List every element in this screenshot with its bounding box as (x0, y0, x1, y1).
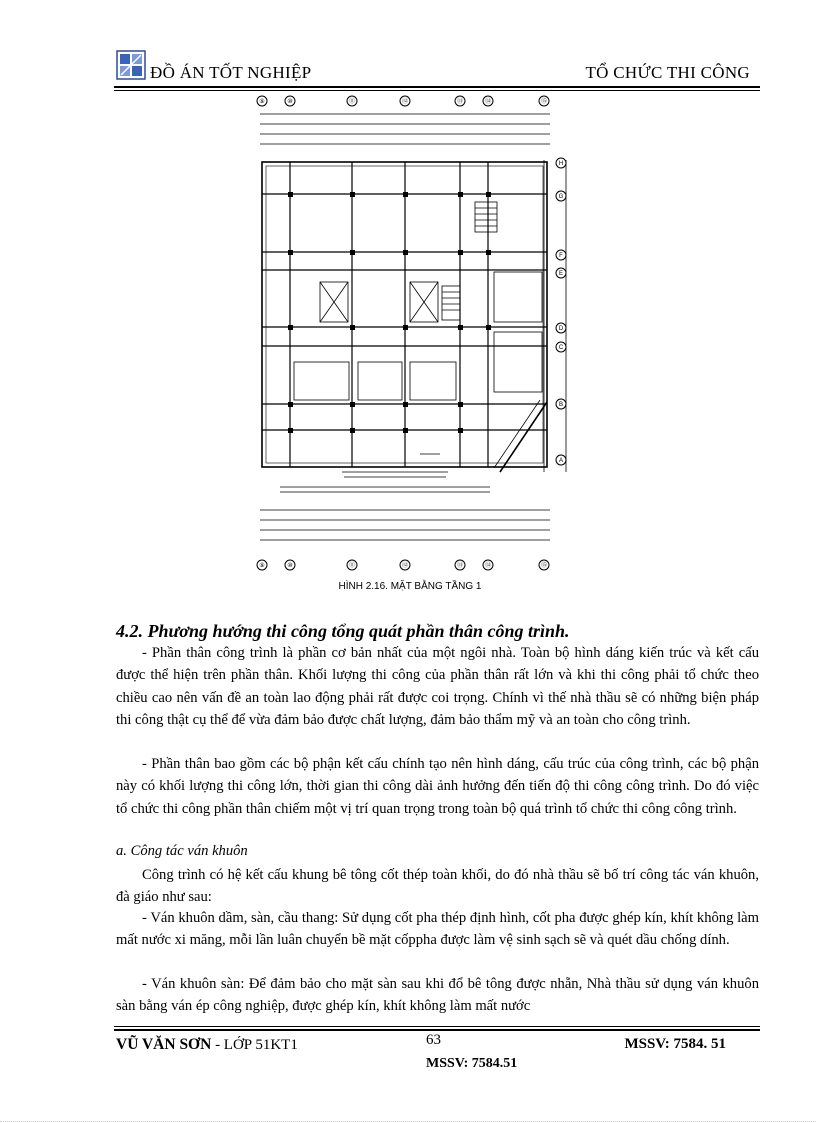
page-number: 63 (426, 1032, 441, 1048)
grid-label-top-1: ⑩ (287, 98, 293, 105)
header-rule (114, 86, 760, 88)
author-name: VŨ VĂN SƠN (116, 1036, 212, 1053)
grid-label-top-6: ⑮ (540, 98, 548, 105)
grid-label-bottom-5: ⑭ (484, 562, 492, 569)
grid-label-b: B (558, 402, 564, 408)
sub-heading: a. Công tác ván khuôn (116, 843, 248, 859)
figure-caption: HÌNH 2.16. MẶT BẰNG TẦNG 1 (338, 581, 482, 592)
paragraph: - Phần thân bao gồm các bộ phận kết cấu chính tạo nên hình dáng, cấu trúc của công trình, các bộ phận này có khối lượng thi công lớn, thời gian thi công dài ảnh hưởng đến tiến độ thi công công trình. Do đó việc tổ chức thi công phần thân chiếm một vị trí quan trọng trong toàn bộ quá trình tổ chức thi công công trình. (116, 756, 759, 817)
author-class: - LỚP 51KT1 (211, 1037, 298, 1053)
grid-label-top-2: ⑪ (348, 98, 356, 105)
grid-label-f: F (559, 253, 563, 259)
grid-label-d: D (558, 326, 564, 332)
paragraph: - Ván khuôn dầm, sàn, cầu thang: Sử dụng cốt pha thép định hình, cốt pha được ghép kín, khít không làm mất nước xi măng, mỗi lần luân chuyển bề mặt cốppha được làm vệ sinh sạch sẽ và quét dầu chống dính. (116, 910, 759, 949)
grid-label-g: G (558, 194, 564, 200)
grid-label-bottom-0: ⑨ (259, 562, 265, 569)
grid-label-bottom-2: ⑪ (348, 562, 356, 569)
header-right-title: TỔ CHỨC THI CÔNG (585, 63, 750, 82)
university-logo (116, 50, 146, 80)
grid-label-bottom-6: ⑮ (540, 562, 548, 569)
paragraph: - Ván khuôn sàn: Để đảm bảo cho mặt sàn sau khi đổ bê tông được nhẵn, Nhà thầu sử dụng ván khuôn sàn bằng ván ép công nghiệp, được ghép kín, khít không làm mất nước (116, 976, 759, 1015)
grid-label-bottom-4: ⑬ (456, 562, 464, 569)
grid-label-a: A (558, 458, 564, 464)
grid-label-c: C (558, 345, 564, 351)
grid-label-h: H (558, 161, 564, 167)
floor-plan-drawing (250, 92, 570, 574)
header-left-title: ĐỒ ÁN TỐT NGHIỆP (150, 63, 312, 82)
grid-label-bottom-1: ⑩ (287, 562, 293, 569)
grid-label-top-0: ⑨ (259, 98, 265, 105)
page-edge (0, 1121, 816, 1122)
paragraph: Công trình có hệ kết cấu khung bê tông cốt thép toàn khối, do đó nhà thầu sẽ bố trí công tác ván khuôn, đà giáo như sau: (116, 867, 759, 906)
grid-label-top-3: ⑫ (401, 98, 409, 105)
footer-rule-thin (114, 1026, 760, 1027)
footer-mssv: MSSV: 7584. 51 (624, 1036, 726, 1052)
paragraph: - Phần thân công trình là phần cơ bản nhất của một ngôi nhà. Toàn bộ hình dáng kiến trúc và kết cấu được thể hiện trên phần thân. Khối lượng thi công của phần thân rất lớn và khi thi công phải tổ chức theo chiều cao nên vấn đề an toàn lao động phải rất được coi trọng. Chính vì thế nhà thầu sẽ có những biện pháp thi công thật cụ thể để vừa đảm bảo được chất lượng, đảm bảo thẩm mỹ và an toàn cho công trình. (116, 645, 759, 728)
footer-author (116, 1036, 298, 1054)
grid-label-top-5: ⑭ (484, 98, 492, 105)
footer-mssv-second: MSSV: 7584.51 (426, 1056, 518, 1071)
footer-rule (114, 1029, 760, 1031)
header-rule-thin (114, 90, 760, 91)
section-heading: 4.2. Phương hướng thi công tổng quát phần thân công trình. (116, 621, 570, 641)
grid-label-e: E (558, 271, 564, 277)
grid-label-top-4: ⑬ (456, 98, 464, 105)
grid-label-bottom-3: ⑫ (401, 562, 409, 569)
